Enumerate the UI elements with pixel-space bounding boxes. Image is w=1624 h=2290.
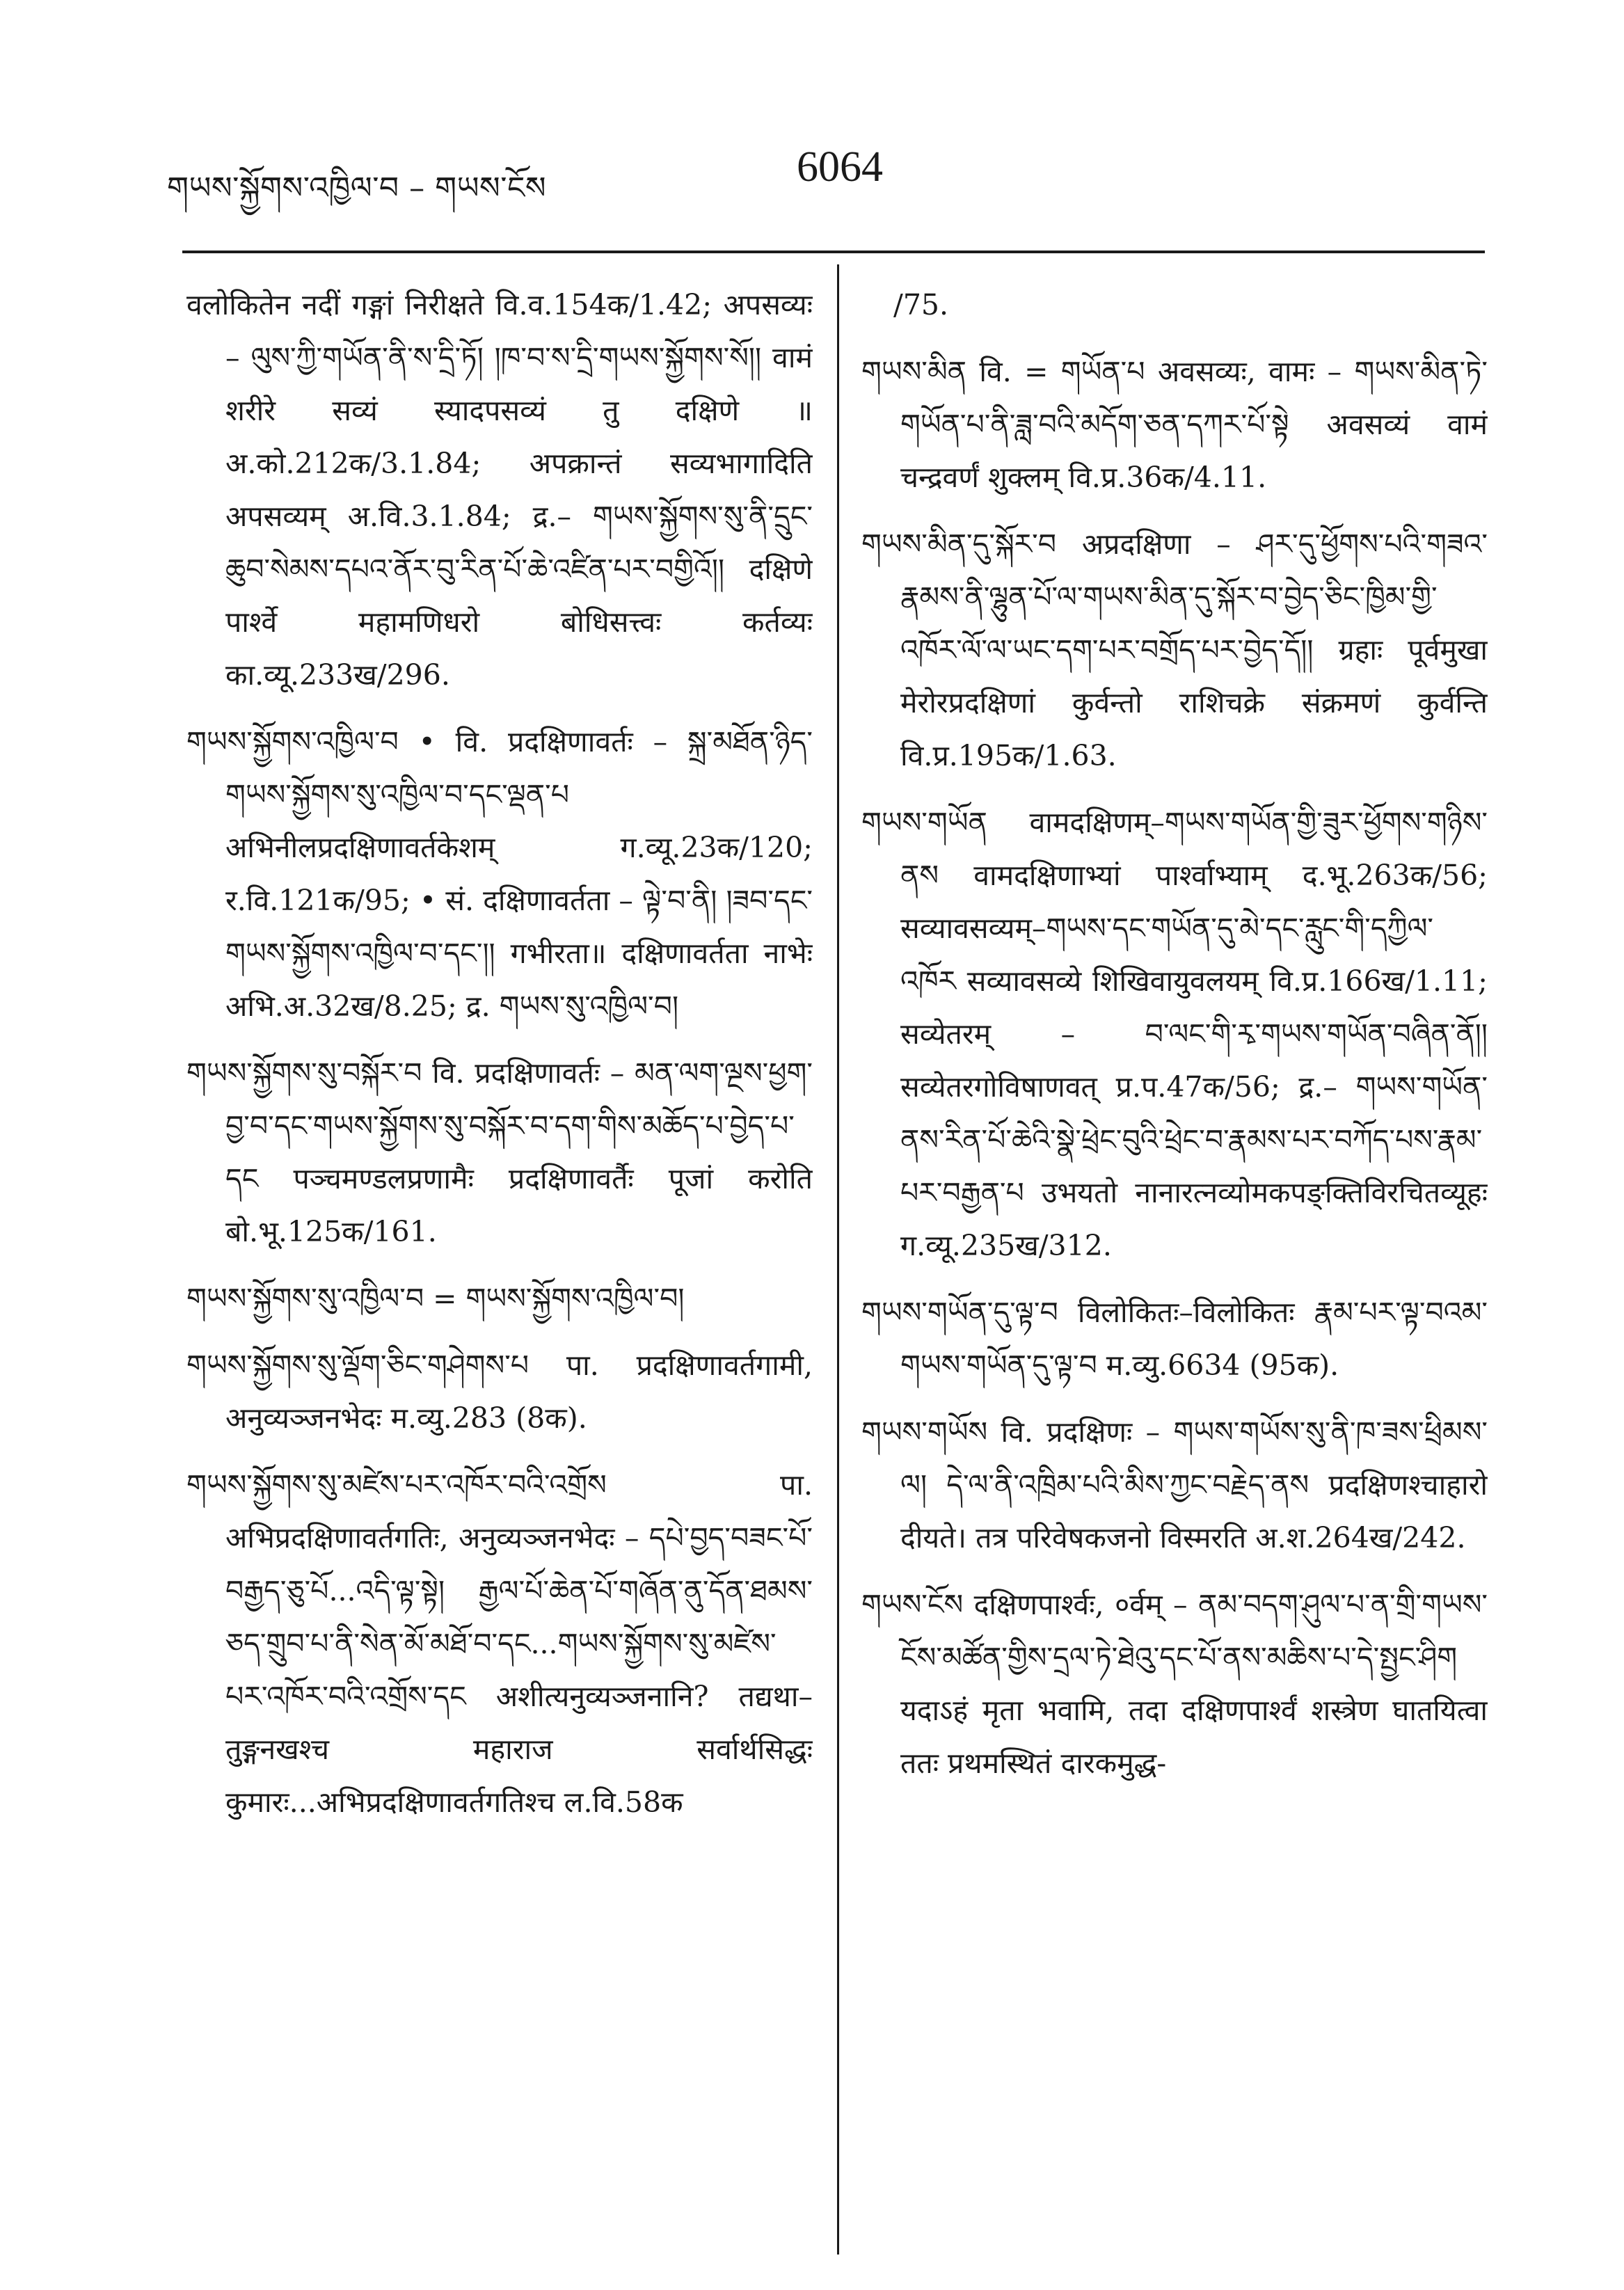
page-header [167,143,1482,212]
dictionary-entry-continuation: /75. [893,288,949,321]
dictionary-entry: གཡས་གཡོས वि. प्रदक्षिणः – གཡས་གཡོས་སུ་ནི་ཁ་ཟས་ཕྲིམས་ལ། དེ་ལ་ནི་འཁྲིམ་པའི་མིས་ཀྱང་བརྗེད་ནས प्रदक्षिणश्चाहारो दीयते। तत्र परिवेषकजनो विस्मरति अ.श.264ख/242. [861,1415,1488,1555]
dictionary-entry: གཡས་སྐྱོགས་འཁྱིལ་བ • वि. प्रदक्षिणावर्तः – སྐྲ་མཐོན་ཉིད་གཡས་སྐྱོགས་སུ་འཁྱིལ་བ་དང་ལྡན་པ अभिनीलप्रदक्षिणावर्तकेशम् ग.व्यू.23क/120; र.वि.121क/95; • सं. दक्षिणावर्तता – ལྟེ་བ་ནི། །ཟབ་དང་གཡས་སྐྱོགས་འཁྱིལ་བ་དང་།། गभीरता॥ दक्षिणावर्तता नाभेः अभि.अ.32ख/8.25; द्र. གཡས་སུ་འཁྱིལ་བ། [186,725,813,1023]
page-number: 6064 [797,143,883,191]
dictionary-entry: གཡས་སྐྱོགས་སུ་མཛེས་པར་འཁོར་བའི་འགྲོས पा. अभिप्रदक्षिणावर्तगतिः, अनुव्यञ्जनभेदः – དཔེ་བྱད་བཟང་པོ་བརྒྱད་ཅུ་པོ...འདི་ལྟ་སྟེ། རྒྱལ་པོ་ཆེན་པོ་གཞོན་ནུ་དོན་ཐམས་ཅད་གྲུབ་པ་ནི་སེན་མོ་མཐོ་བ་དང...གཡས་སྐྱོགས་སུ་མཛེས་པར་འཁོར་བའི་འགྲོས་དང अशीत्यनुव्यञ्जनानि? तद्यथा–तुङ्गनखश्च महाराज सर्वार्थसिद्धः कुमारः...अभिप्रदक्षिणावर्तगतिश्च ल.वि.58क [186,1468,813,1819]
header-rule [182,251,1485,253]
running-head: གཡས་སྐྱོགས་འཁྱིལ་བ – གཡས་ངོས [167,170,547,206]
dictionary-entry: वलोकितेन नदीं गङ्गां निरीक्षते वि.व.154क/1.42; अपसव्यः – ལུས་ཀྱི་གཡོན་ནི་ས་དྲི་ཏོ། །ཁ་བ་ས་དྲི་གཡས་སྐྱོགས་སོ།། वामं शरीरे सव्यं स्यादपसव्यं तु दक्षिणे ॥ अ.को.212क/3.1.84; अपक्रान्तं सव्यभागादिति अपसव्यम् अ.वि.3.1.84; द्र.– གཡས་སྐྱོགས་སུ་ནི་དྲུང་ཆུབ་སེམས་དཔའ་ནོར་བུ་རིན་པོ་ཆེ་འཛིན་པར་བགྱིའོ།། दक्षिणे पार्श्वे महामणिधरो बोधिसत्त्वः कर्तव्यः का.व्यू.233ख/296. [186,288,813,692]
right-column [861,278,1488,2248]
dictionary-entry: གཡས་གཡོན वामदक्षिणम्–གཡས་གཡོན་གྱི་ཟུར་ཕྱོགས་གཉིས་ནས वामदक्षिणाभ्यां पार्श्वाभ्याम् द.भू.263क/56; सव्यावसव्यम्–གཡས་དང་གཡོན་དུ་མེ་དང་རླུང་གི་དཀྱིལ་འཁོར सव्यावसव्ये शिखिवायुवलयम् वि.प्र.166ख/1.11; सव्येतरम् – བ་ལང་གི་རྭ་གཡས་གཡོན་བཞིན་ནོ།། सव्येतरगोविषाणवत् प्र.प.47क/56; द्र.– གཡས་གཡོན་ནས་རིན་པོ་ཆེའི་སྣེ་ཕྲེང་བུའི་ཕྲེང་བ་རྣམས་པར་བཀོད་པས་རྣམ་པར་བརྒྱན་པ उभयतो नानारत्नव्योमकपङ्क्तिविरचितव्यूहः ग.व्यू.235ख/312. [861,806,1488,1262]
dictionary-entry: གཡས་སྐྱོགས་སུ་བསྐོར་བ वि. प्रदक्षिणावर्तः – མན་ལག་ལྔས་ཕྱག་བྱ་བ་དང་གཡས་སྐྱོགས་སུ་བསྐོར་བ་དག་གིས་མཆོད་པ་བྱེད་པ་དང पञ्चमण्डलप्रणामैः प्रदक्षिणावर्तैः पूजां करोति बो.भू.125क/161. [186,1056,813,1248]
dictionary-entry: གཡས་སྐྱོགས་སུ་འཁྱིལ་བ = གཡས་སྐྱོགས་འཁྱིལ་བ། [186,1282,685,1315]
dictionary-entry: གཡས་ངོས दक्षिणपार्श्वः, ०र्वम् – ནམ་བདག་ཤུལ་པ་ན་གྲི་གཡས་ངོས་མཚོན་གྱིས་དྲལ་ཏེ་ཐེའུ་དང་པོ་ནས་མཆིས་པ་དེ་སྤྱང་ཤིག यदाऽहं मृता भवामि, तदा दक्षिणपार्श्वं शस्त्रेण घातयित्वा ततः प्रथमस्थितं दारकमुद्ध- [861,1588,1488,1780]
dictionary-entry: གཡས་གཡོན་དུ་ལྟ་བ विलोकितः–विलोकितः རྣམ་པར་ལྟ་བའམ་གཡས་གཡོན་དུ་ལྟ་བ म.व्यु.6634 (95क). [861,1296,1488,1382]
left-column [186,278,813,2248]
column-divider [837,264,839,2255]
dictionary-entry: གཡས་སྐྱོགས་སུ་ལྡོག་ཅིང་གཤེགས་པ पा. प्रदक्षिणावर्तगामी, अनुव्यञ्जनभेदः म.व्यु.283 (8क). [186,1349,813,1435]
dictionary-entry: གཡས་མིན वि. = གཡོན་པ अवसव्यः, वामः – གཡས་མིན་ཏེ་གཡོན་པ་ནི་ཟླ་བའི་མདོག་ཅན་དཀར་པོ་སྟེ अवसव्यं वामं चन्द्रवर्णं शुक्लम् वि.प्र.36क/4.11. [861,355,1488,494]
dictionary-entry: གཡས་མིན་དུ་སྐོར་བ अप्रदक्षिणा – ཤར་དུ་ཕྱོགས་པའི་གཟའ་རྣམས་ནི་ལྷུན་པོ་ལ་གཡས་མིན་དུ་སྐོར་བ་བྱེད་ཅིང་ཁྱིམ་གྱི་འཁོར་ལོ་ལ་ཡང་དག་པར་བགྲོད་པར་བྱེད་དོ།། ग्रहाः पूर्वमुखा मेरोरप्रदक्षिणां कुर्वन्तो राशिचक्रे संक्रमणं कुर्वन्ति वि.प्र.195क/1.63. [861,527,1488,772]
